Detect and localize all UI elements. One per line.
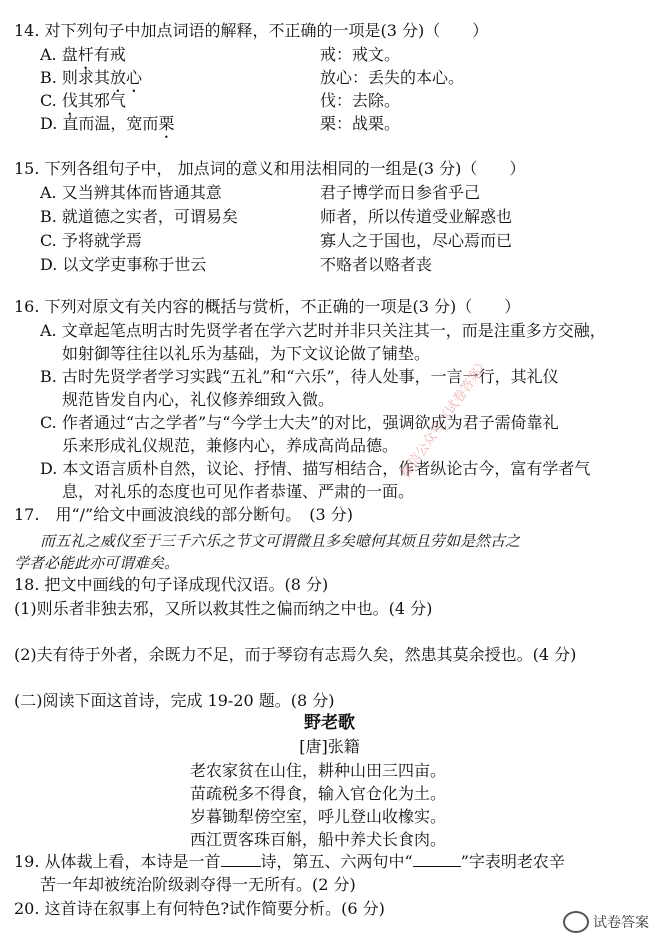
q18-item-1: (1)则乐者非独去邪，又所以救其性之偏而纳之中也。(4 分) xyxy=(14,599,433,618)
q14-option-left xyxy=(40,113,174,135)
q17-passage-line1: 而五礼之威仪至于三千六乐之节文可谓微且多矣噫何其烦且劳如是然古之 xyxy=(40,532,521,550)
q14-option-text: B. 则求其 xyxy=(40,68,110,87)
q14-option-left xyxy=(40,44,126,66)
q17-stem: 17. 用“/”给文中画波浪线的部分断句。 (3 分) xyxy=(14,505,353,524)
q15-option-right: 不赂者以赂者丧 xyxy=(320,255,433,274)
q14-option-explanation: 戒：戒文。 xyxy=(320,45,401,64)
q16-option-line: B. 古时先贤学者学习实践“五礼”和“六乐”，待人处事，一言一行，其礼仪 xyxy=(40,367,559,386)
watermark: 微信公众号《试卷答案》 xyxy=(398,355,493,481)
q15-option-left: C. 予将就学焉 xyxy=(40,231,142,250)
q14-option-text: D. 直而温，宽而 xyxy=(40,114,159,133)
q15-option-right: 寡人之于国也，尽心焉而已 xyxy=(320,231,513,250)
q14-option-text: 有戒 xyxy=(93,45,126,64)
q19-blank-genre[interactable] xyxy=(221,850,261,867)
q14-option-explanation: 放心：丢失的本心。 xyxy=(320,68,465,87)
q14-option-text: C. xyxy=(40,91,62,110)
q15-stem: 15. 下列各组句子中， 加点词的意义和用法相同的一组是(3 分)（ ） xyxy=(14,159,526,178)
q16-stem: 16. 下列对原文有关内容的概括与赏析，不正确的一项是(3 分)（ ） xyxy=(14,297,521,316)
q15-option-right: 君子博学而日参省乎己 xyxy=(320,183,481,202)
q20-stem: 20. 这首诗在叙事上有何特色?试作简要分析。(6 分) xyxy=(14,899,385,918)
q19-line1 xyxy=(14,850,565,872)
q19-line2: 苦一年却被统治阶级剥夺得一无所有。(2 分) xyxy=(40,875,356,894)
q14-option-dotted-word: 伐 xyxy=(61,91,78,110)
q16-option-line: 乐来形成礼仪规范，兼修内心，养成高尚品德。 xyxy=(62,436,399,455)
poem-author: [唐]张籍 xyxy=(299,737,360,756)
section2-heading: (二)阅读下面这首诗，完成 19-20 题。(8 分) xyxy=(14,691,335,710)
q14-option-text: A. 盘 xyxy=(40,45,78,64)
q18-item-2: (2)夫有待于外者，余既力不足，而于琴窃有志焉久矣，然患其莫余授也。(4 分) xyxy=(14,645,577,664)
q19-part1: 19. 从体裁上看，本诗是一首 xyxy=(14,852,221,871)
q16-option-line: D. 本文语言质朴自然，议论、抒情、描写相结合，作者纵论古今，富有学者气 xyxy=(40,459,591,478)
wechat-icon xyxy=(563,911,589,933)
q16-option-line: A. 文章起笔点明古时先贤学者在学六艺时并非只关注其一，而是注重多方交融， xyxy=(40,321,606,340)
poem-line: 岁暮锄犁傍空室，呼儿登山收橡实。 xyxy=(190,807,447,826)
q19-part3: ”字表明老农辛 xyxy=(460,852,565,871)
poem-line: 老农家贫在山住，耕种山田三四亩。 xyxy=(190,761,447,780)
q15-option-left: D. 以文学吏事称于世云 xyxy=(40,255,207,274)
q19-blank-word[interactable] xyxy=(413,850,461,867)
q16-option-line: 如射御等往往以礼乐为基础，为下文议论做了铺垫。 xyxy=(62,344,431,363)
q16-option-line: 息，对礼乐的态度也可见作者恭谨、严肃的一面。 xyxy=(62,482,415,501)
q14-option-explanation: 伐：去除。 xyxy=(320,91,401,110)
q18-stem: 18. 把文中画线的句子译成现代汉语。(8 分) xyxy=(14,575,329,594)
q14-stem: 14. 对下列句子中加点词语的解释，不正确的一项是(3 分)（ ） xyxy=(14,21,489,40)
q19-part2: 诗，第五、六两句中“ xyxy=(260,852,413,871)
q14-option-left xyxy=(40,90,126,112)
q15-option-left: A. 又当辨其体而皆通其意 xyxy=(40,183,222,202)
q14-option-text: 其邪气 xyxy=(77,91,126,110)
poem-line: 西江贾客珠百斛，船中养犬长食肉。 xyxy=(190,830,447,849)
q16-option-line: C. 作者通过“古之学者”与“今学士大夫”的对比，强调欲成为君子需倚靠礼 xyxy=(40,413,559,432)
q14-option-dotted-word: 栗 xyxy=(158,114,175,133)
q14-option-dotted-word: 杆 xyxy=(77,45,94,64)
poem-line: 苗疏税多不得食，输入官仓化为土。 xyxy=(190,784,447,803)
q16-option-line: 规范皆发自内心，礼仪修养细致入微。 xyxy=(62,390,335,409)
q14-option-left xyxy=(40,67,142,89)
q14-option-dotted-word: 放心 xyxy=(109,68,142,87)
q15-option-left: B. 就道德之实者，可谓易矣 xyxy=(40,207,238,226)
poem-title: 野老歌 xyxy=(304,713,355,733)
q15-option-right: 师者，所以传道受业解惑也 xyxy=(320,207,513,226)
q14-option-explanation: 栗：战栗。 xyxy=(320,114,401,133)
q17-passage-line2: 学者必能此亦可谓难矣。 xyxy=(14,554,180,572)
source-logo xyxy=(563,911,649,933)
logo-text: 试卷答案 xyxy=(593,915,649,931)
